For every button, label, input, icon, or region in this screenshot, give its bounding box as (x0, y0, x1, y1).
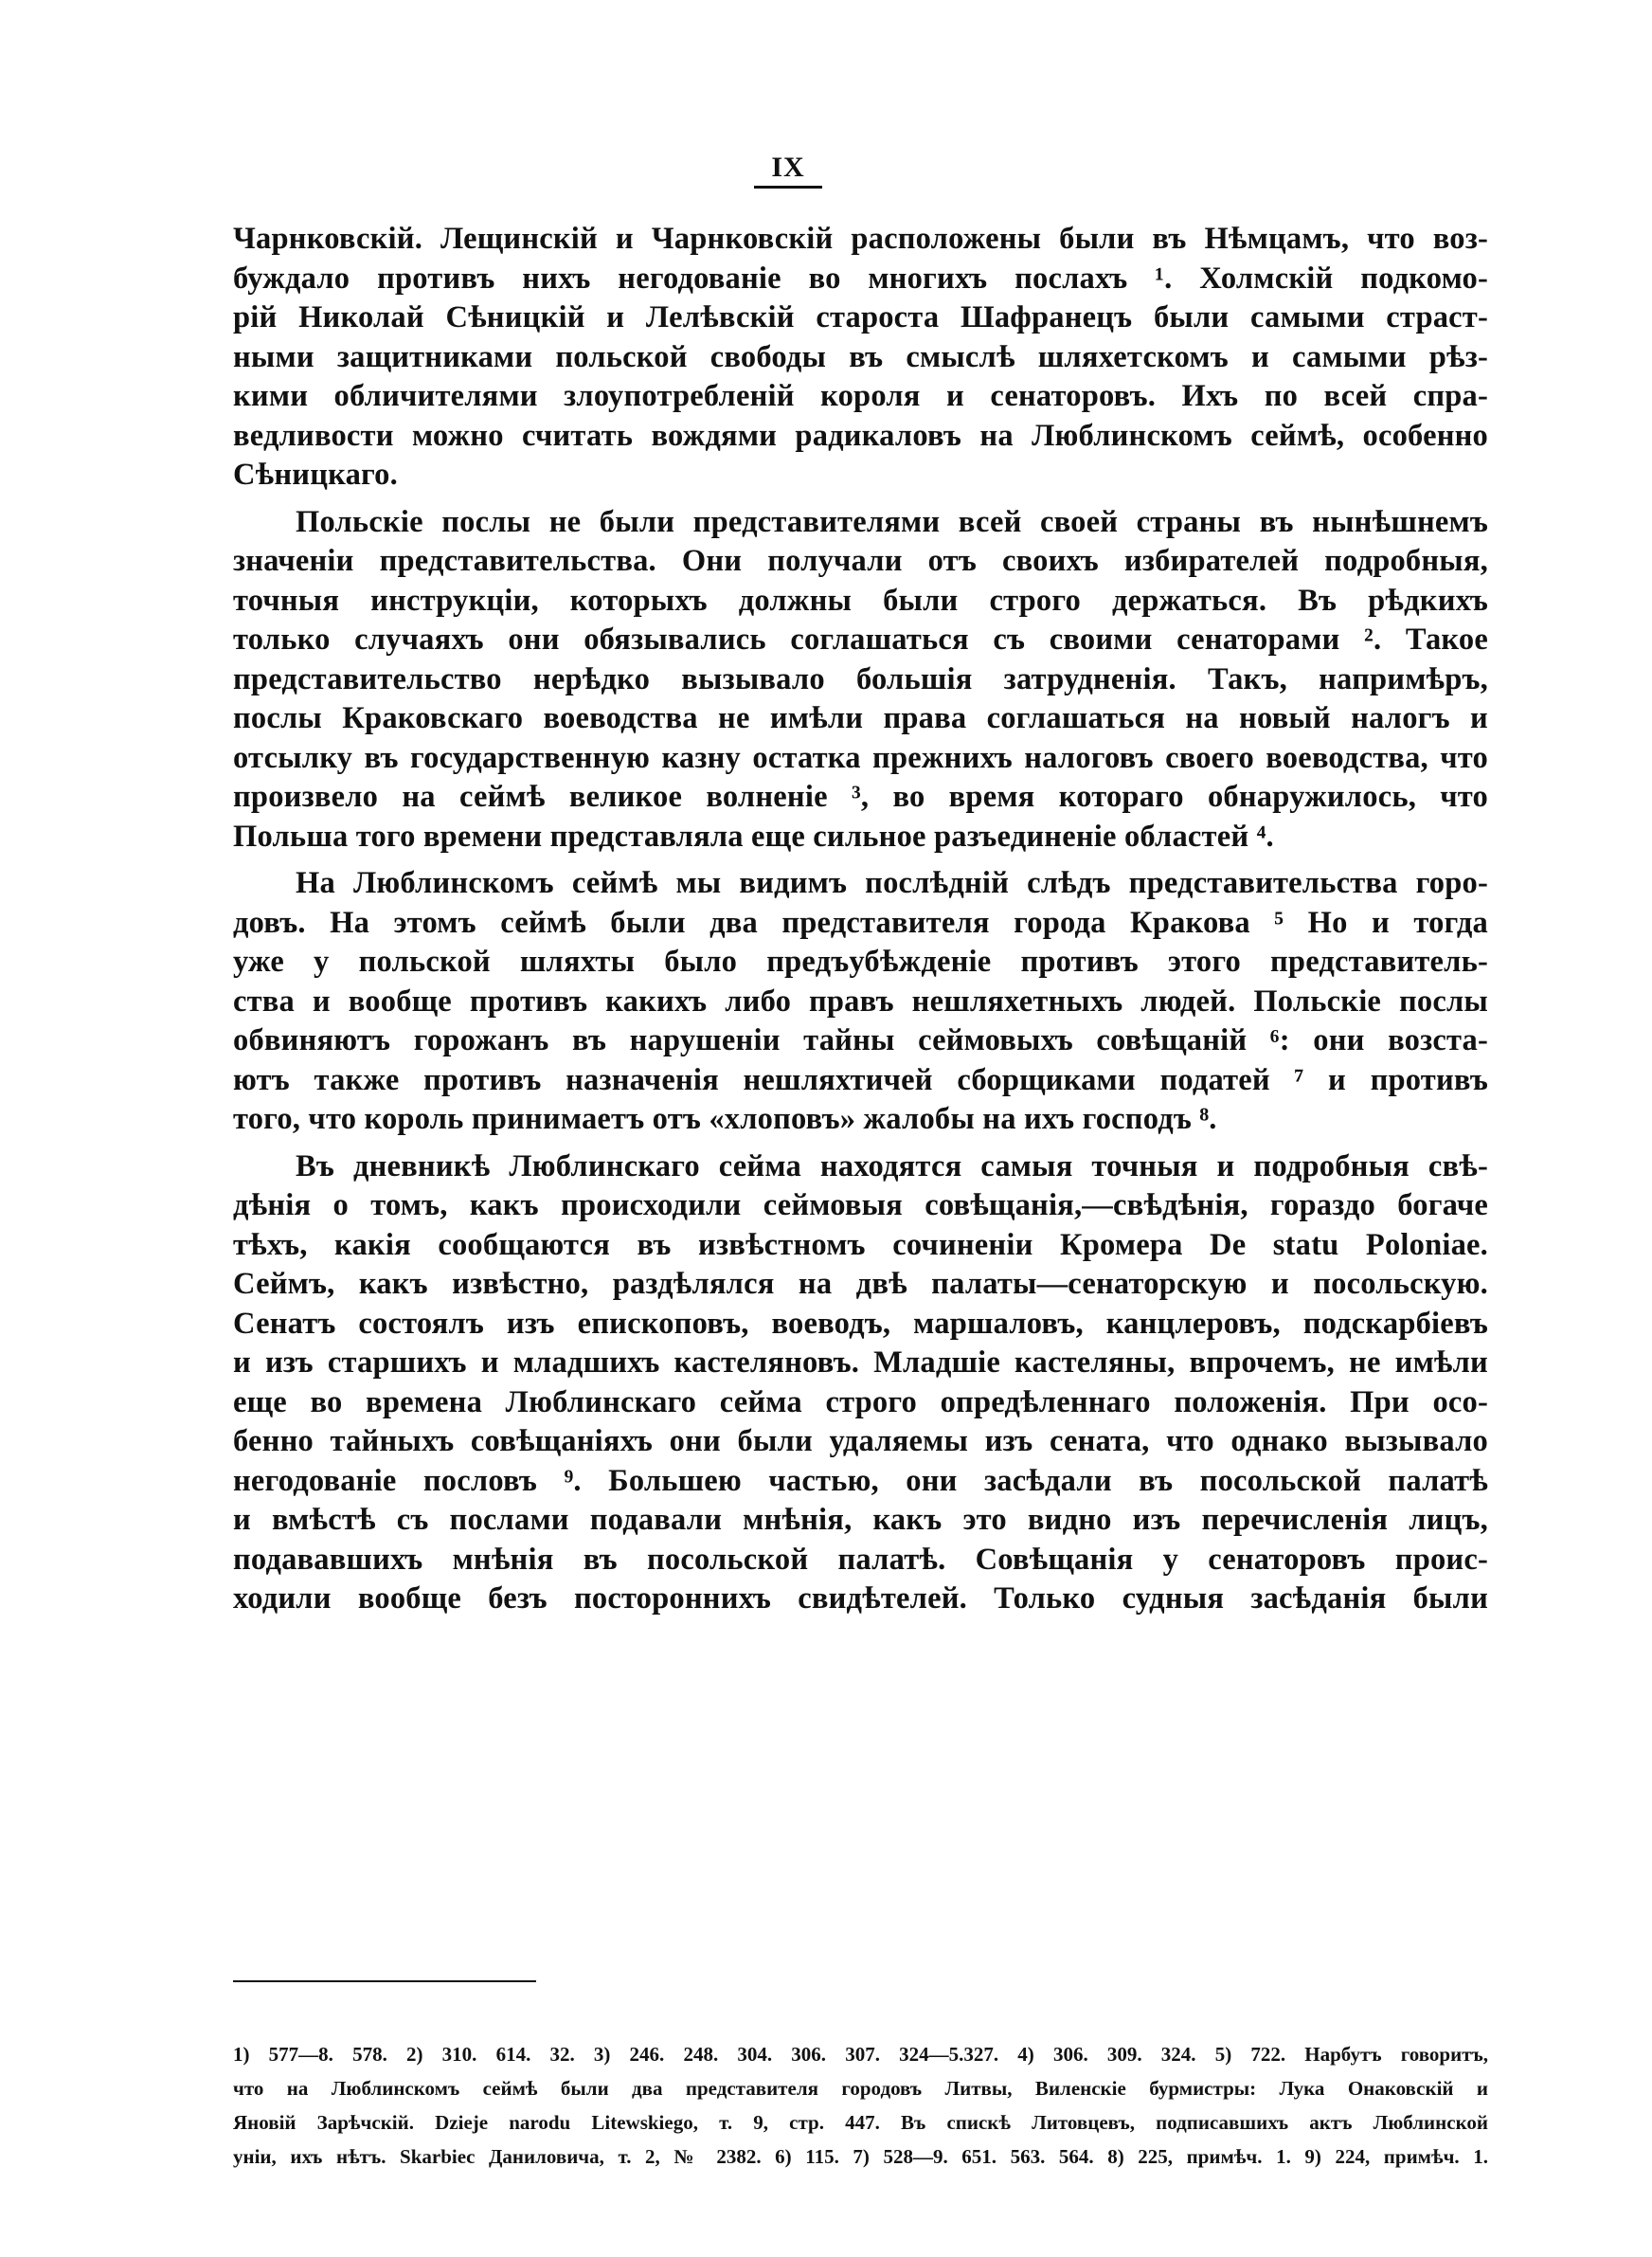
text-line: подававшихъ мнѣнія въ посольской палатѣ. Совѣщанія у сенаторовъ проис- (233, 1542, 1488, 1577)
text-line: довъ. На этомъ сеймѣ были два представителя города Кракова ⁵ Но и тогда (233, 905, 1488, 940)
text-line: обвиняютъ горожанъ въ нарушеніи тайны сеймовыхъ совѣщаній ⁶: они возста- (233, 1023, 1488, 1057)
text-line: дѣнія о томъ, какъ происходили сеймовыя совѣщанія,—свѣдѣнія, гораздо богаче (233, 1188, 1488, 1222)
text-line: представительство нерѣдко вызывало большія затрудненія. Такъ, напримѣръ, (233, 661, 1488, 696)
text-line: кими обличителями злоупотребленій короля и сенаторовъ. Ихъ по всей спра- (233, 379, 1488, 413)
text-line: только случаяхъ они обязывались соглашаться съ своими сенаторами ². Такое (233, 623, 1488, 657)
text-line: бенно тайныхъ совѣщаніяхъ они были удаляемы изъ сената, что однако вызывало (233, 1424, 1488, 1458)
text-line: Польскіе послы не были представителями всей своей страны въ нынѣшнемъ (296, 504, 1488, 539)
text-line: послы Краковскаго воеводства не имѣли права соглашаться на новый налогъ и (233, 701, 1488, 735)
paragraph-gap (233, 496, 1488, 503)
main-text (233, 220, 1488, 1619)
text-line: Сѣницкаго. (233, 458, 398, 492)
text-line: того, что король принимаетъ отъ «хлоповъ» жалобы на ихъ господъ ⁸. (233, 1102, 1217, 1136)
text-line: точныя инструкціи, которыхъ должны были строго держаться. Въ рѣдкихъ (233, 583, 1488, 618)
text-line: произвело на сеймѣ великое волненіе ³, во время котораго обнаружилось, что (233, 780, 1488, 814)
footnote-line: Яновій Зарѣчскій. Dzieje narodu Litewskiego, т. 9, стр. 447. Въ спискѣ Литовцевъ, подписавшихъ актъ Люблинской (233, 2111, 1488, 2134)
text-line: ными защитниками польской свободы въ смыслѣ шляхетскомъ и самыми рѣз- (233, 339, 1488, 374)
text-line: отсылку въ государственную казну остатка прежнихъ налоговъ своего воеводства, что (233, 740, 1488, 775)
footnote-line: уніи, ихъ нѣтъ. Skarbiec Даниловича, т. 2, № 2382. 6) 115. 7) 528—9. 651. 563. 564. 8) 225, примѣч. 1. 9) 224, примѣч. 1. (233, 2145, 1488, 2168)
text-line: ютъ также противъ назначенія нешляхтичей сборщиками податей ⁷ и противъ (233, 1062, 1488, 1097)
paragraph-gap (233, 857, 1488, 864)
text-line: Сеймъ, какъ извѣстно, раздѣлялся на двѣ палаты—сенаторскую и посольскую. (233, 1267, 1488, 1301)
text-line: рій Николай Сѣницкій и Лелѣвскій староста Шафранецъ были самыми страст- (233, 300, 1488, 334)
footnote-line: что на Люблинскомъ сеймѣ были два представителя городовъ Литвы, Виленскіе бурмистры: Лука Онаковскій и (233, 2077, 1488, 2100)
text-line: Польша того времени представляла еще сильное разъединеніе областей ⁴. (233, 819, 1274, 854)
text-line: ведливости можно считать вождями радикаловъ на Люблинскомъ сеймѣ, особенно (233, 418, 1488, 453)
page-number-label: IX (754, 152, 821, 189)
text-line: еще во времена Люблинскаго сейма строго опредѣленнаго положенія. При осо- (233, 1384, 1488, 1419)
text-line: ходили вообще безъ постороннихъ свидѣтелей. Только судныя засѣданія были (233, 1581, 1488, 1616)
text-line: и изъ старшихъ и младшихъ кастеляновъ. Младшіе кастеляны, впрочемъ, не имѣли (233, 1345, 1488, 1380)
text-line: Чарнковскій. Лещинскій и Чарнковскій расположены были въ Нѣмцамъ, что воз- (233, 222, 1488, 256)
text-line: и вмѣстѣ съ послами подавали мнѣнія, какъ это видно изъ перечисленія лицъ, (233, 1503, 1488, 1537)
page-number (0, 152, 1652, 189)
text-line: ства и вообще противъ какихъ либо правъ нешляхетныхъ людей. Польскіе послы (233, 984, 1488, 1019)
paragraph-gap (233, 1140, 1488, 1147)
text-line: Въ дневникѣ Люблинскаго сейма находятся самыя точныя и подробныя свѣ- (296, 1148, 1488, 1183)
text-line: значеніи представительства. Они получали отъ своихъ избирателей подробныя, (233, 544, 1488, 578)
text-line: уже у польской шляхты было предъубѣжденіе противъ этого представитель- (233, 945, 1488, 979)
text-line: тѣхъ, какія сообщаются въ извѣстномъ сочиненіи Кромера De statu Poloniae. (233, 1227, 1488, 1262)
text-line: Сенатъ состоялъ изъ епископовъ, воеводъ, маршаловъ, канцлеровъ, подскарбіевъ (233, 1306, 1488, 1341)
text-line: На Люблинскомъ сеймѣ мы видимъ послѣдній слѣдъ представительства горо- (296, 866, 1488, 900)
text-line: негодованіе пословъ ⁹. Большею частью, они засѣдали въ посольской палатѣ (233, 1463, 1488, 1498)
footnote-line: 1) 577—8. 578. 2) 310. 614. 32. 3) 246. 248. 304. 306. 307. 324—5.327. 4) 306. 309. 324. 5) 722. Нарбутъ говоритъ, (233, 2043, 1488, 2066)
footnote-divider (233, 1980, 536, 1982)
text-line: буждало противъ нихъ негодованіе во многихъ послахъ ¹. Холмскій подкомо- (233, 261, 1488, 296)
footnotes (233, 2037, 1488, 2174)
